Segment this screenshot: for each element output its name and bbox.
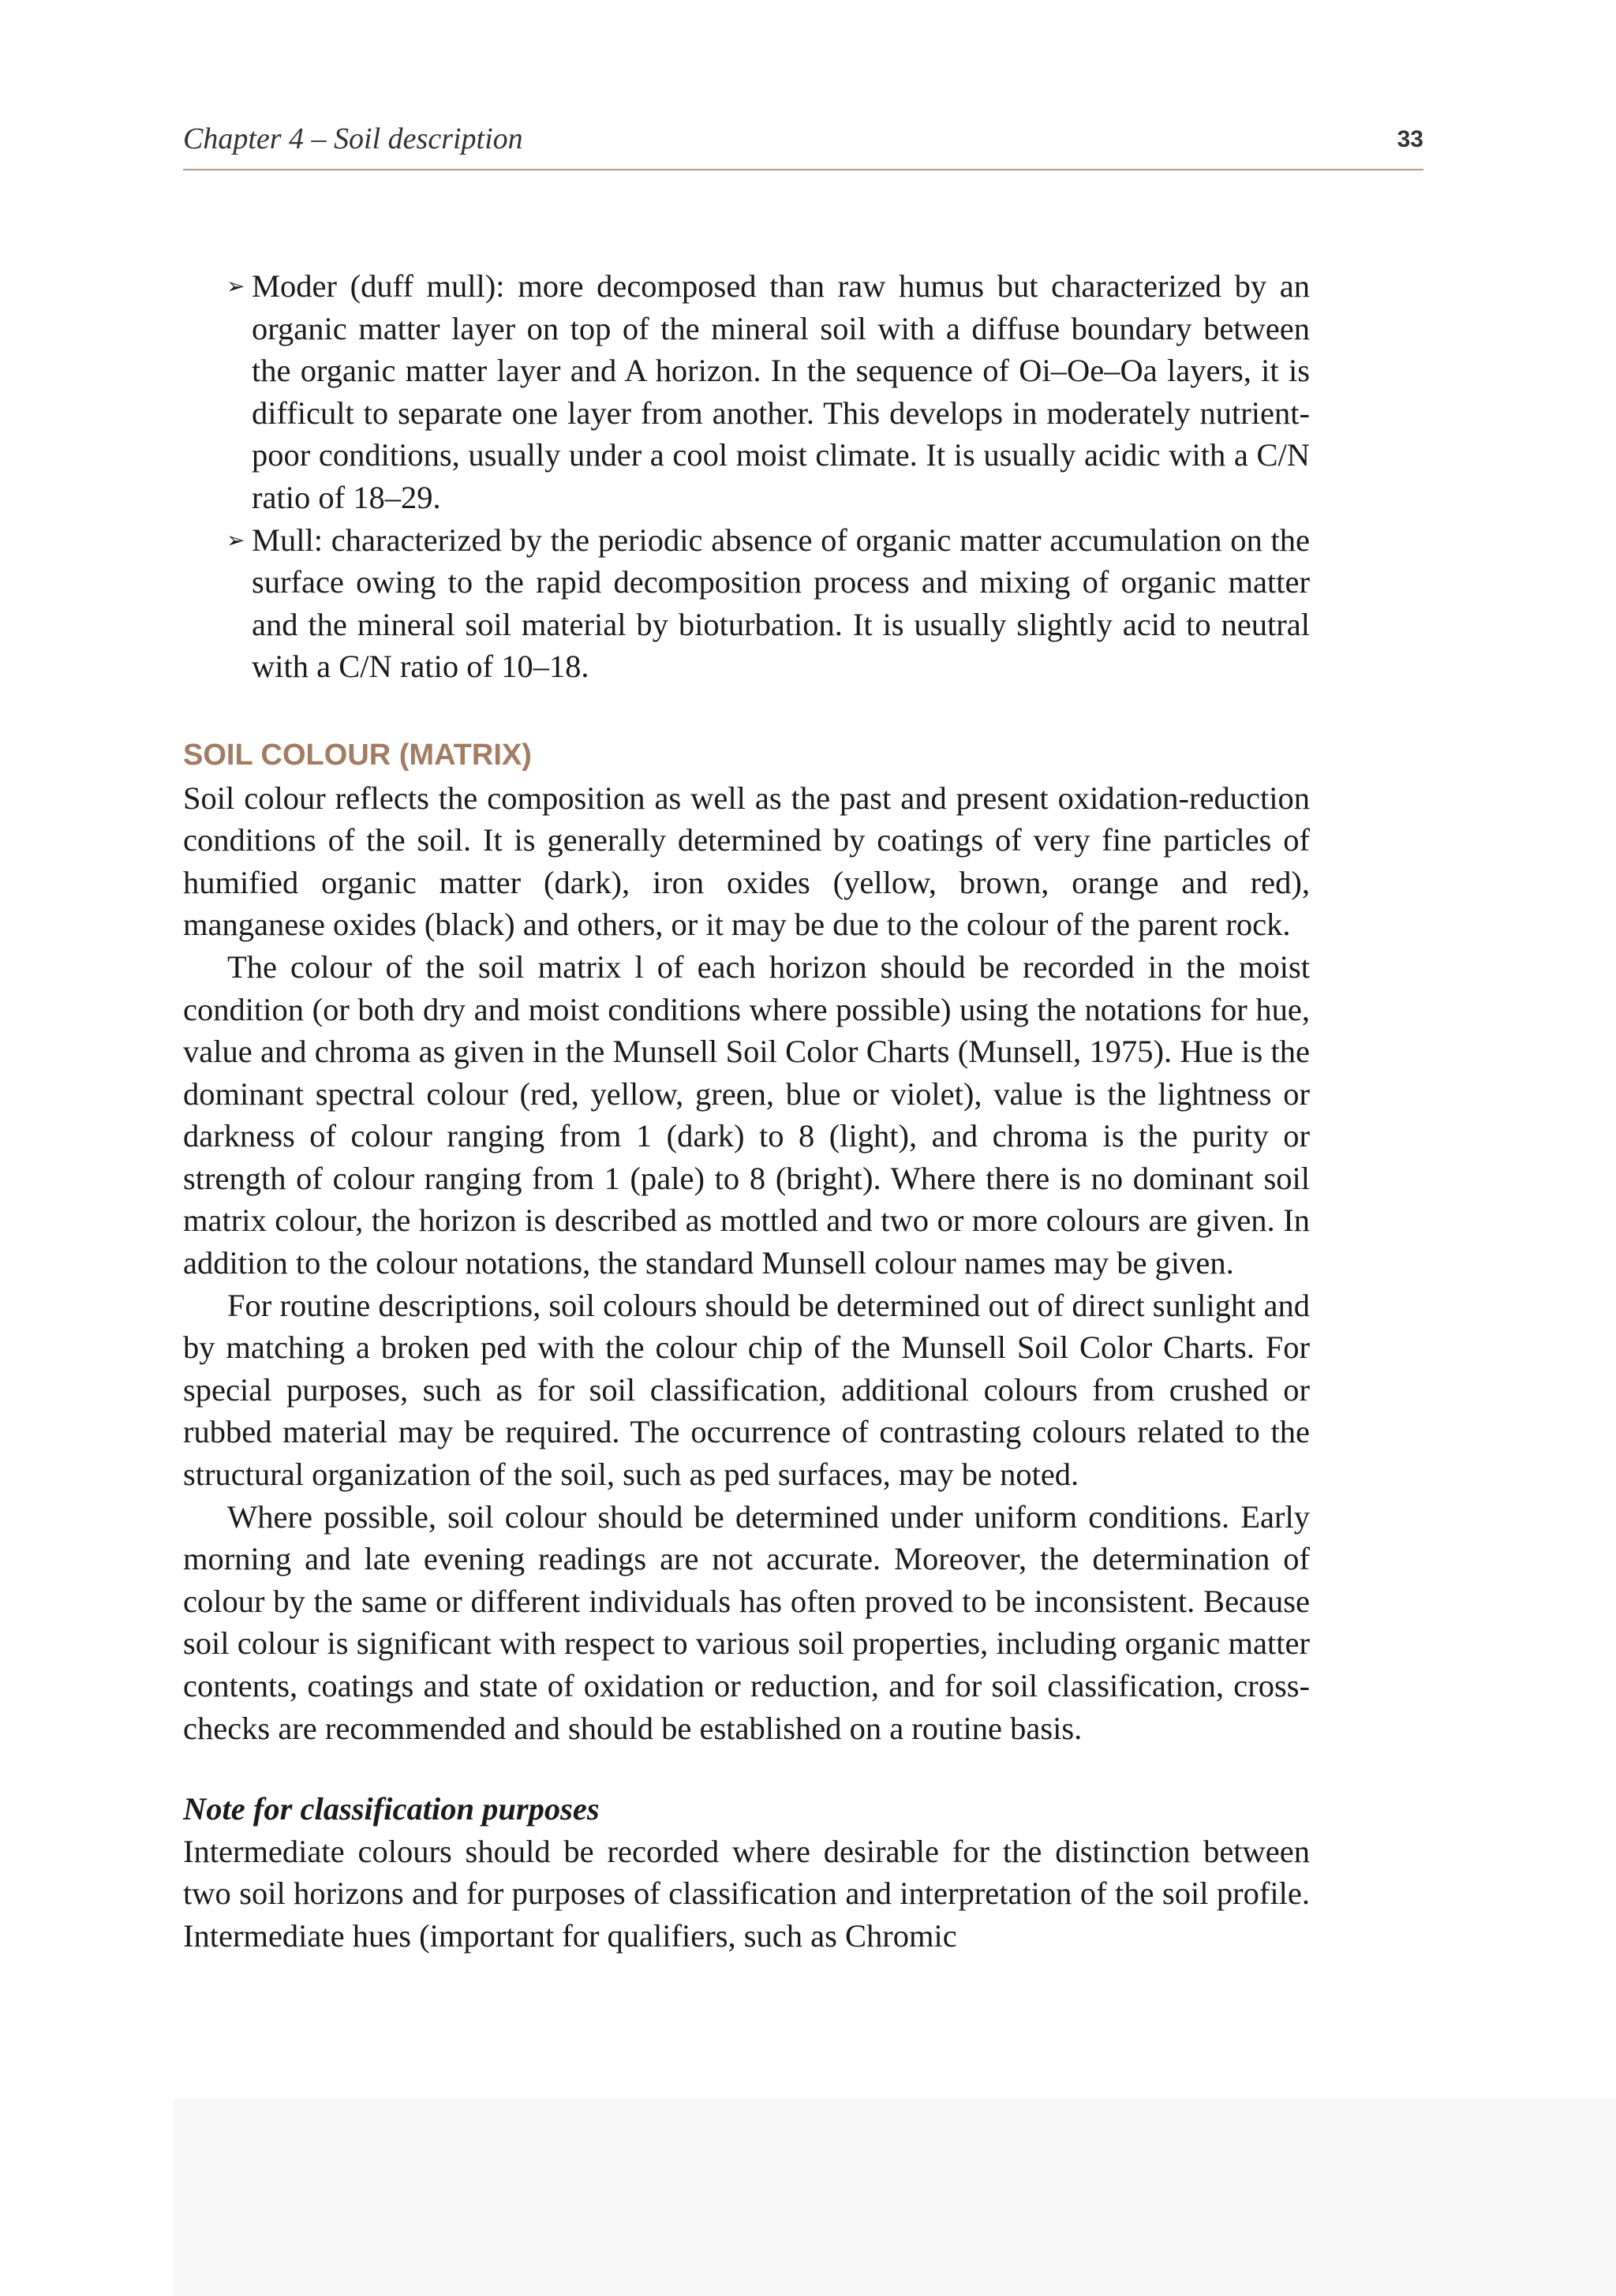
paragraph: Soil colour reflects the composition as well as the past and present oxidation-reduction conditions of the soil. It is generally determined by coatings of very fine particles of humified organic matter (dark), iron oxides (yellow, brown, orange and red), manganese oxides (black) and others, or it may be due to the colour of the parent rock. — [183, 780, 1310, 943]
list-item-moder — [226, 265, 1310, 519]
arrow-bullet-icon: ➢ — [226, 526, 245, 553]
page-header — [183, 118, 1423, 170]
note-heading: Note for classification purposes — [183, 1791, 600, 1827]
humus-type-list — [183, 265, 1310, 688]
list-item-text: Mull: characterized by the periodic absence of organic matter accumulation on the surface owing to the rapid decomposition process and mixing of organic matter and the mineral soil material by bioturbation. It is usually slightly acid to neutral with a C/N ratio of 10–18. — [252, 522, 1310, 685]
list-item-mull — [226, 519, 1310, 688]
paragraph: Intermediate colours should be recorded where desirable for the distinction between two soil horizons and for purposes of classification and interpretation of the soil profile. Intermediate hues (important for qualifiers, such as Chromic — [183, 1833, 1310, 1954]
section-heading: SOIL COLOUR (MATRIX) — [183, 738, 532, 772]
page-shade — [174, 2099, 1616, 2296]
running-head: Chapter 4 – Soil description — [183, 122, 523, 155]
arrow-bullet-icon: ➢ — [226, 273, 245, 299]
paragraph: For routine descriptions, soil colours should be determined out of direct sunlight and by matching a broken ped with the colour chip of the Munsell Soil Color Charts. For special purposes, such as for soil classification, additional colours from crushed or rubbed material may be required. The occurrence of contrasting colours related to the structural organization of the soil, such as ped surfaces, may be noted. — [183, 1287, 1310, 1493]
list-item-text: Moder (duff mull): more decomposed than raw humus but characterized by an organic matter layer on top of the mineral soil with a diffuse boundary between the organic matter layer and A horizon. In the sequence of Oi–Oe–Oa layers, it is difficult to separate one layer from another. This develops in moderately nutrient-poor conditions, usually under a cool moist climate. It is usually acidic with a C/N ratio of 18–29. — [252, 268, 1310, 515]
page-body — [183, 265, 1310, 1958]
paragraph: Where possible, soil colour should be determined under uniform conditions. Early morning and late evening readings are not accurate. Moreover, the determination of colour by the same or different individuals has often proved to be inconsistent. Because soil colour is significant with respect to various soil properties, including organic matter contents, coatings and state of oxidation or reduction, and for soil classification, cross-checks are recommended and should be established on a routine basis. — [183, 1498, 1310, 1746]
paragraph: The colour of the soil matrix l of each horizon should be recorded in the moist condition (or both dry and moist conditions where possible) using the notations for hue, value and chroma as given in the Munsell Soil Color Charts (Munsell, 1975). Hue is the dominant spectral colour (red, yellow, green, blue or violet), value is the lightness or darkness of colour ranging from 1 (dark) to 8 (light), and chroma is the purity or strength of colour ranging from 1 (pale) to 8 (bright). Where there is no dominant soil matrix colour, the horizon is described as mottled and two or more colours are given. In addition to the colour notations, the standard Munsell colour names may be given. — [183, 948, 1310, 1281]
page-number: 33 — [1397, 126, 1423, 152]
